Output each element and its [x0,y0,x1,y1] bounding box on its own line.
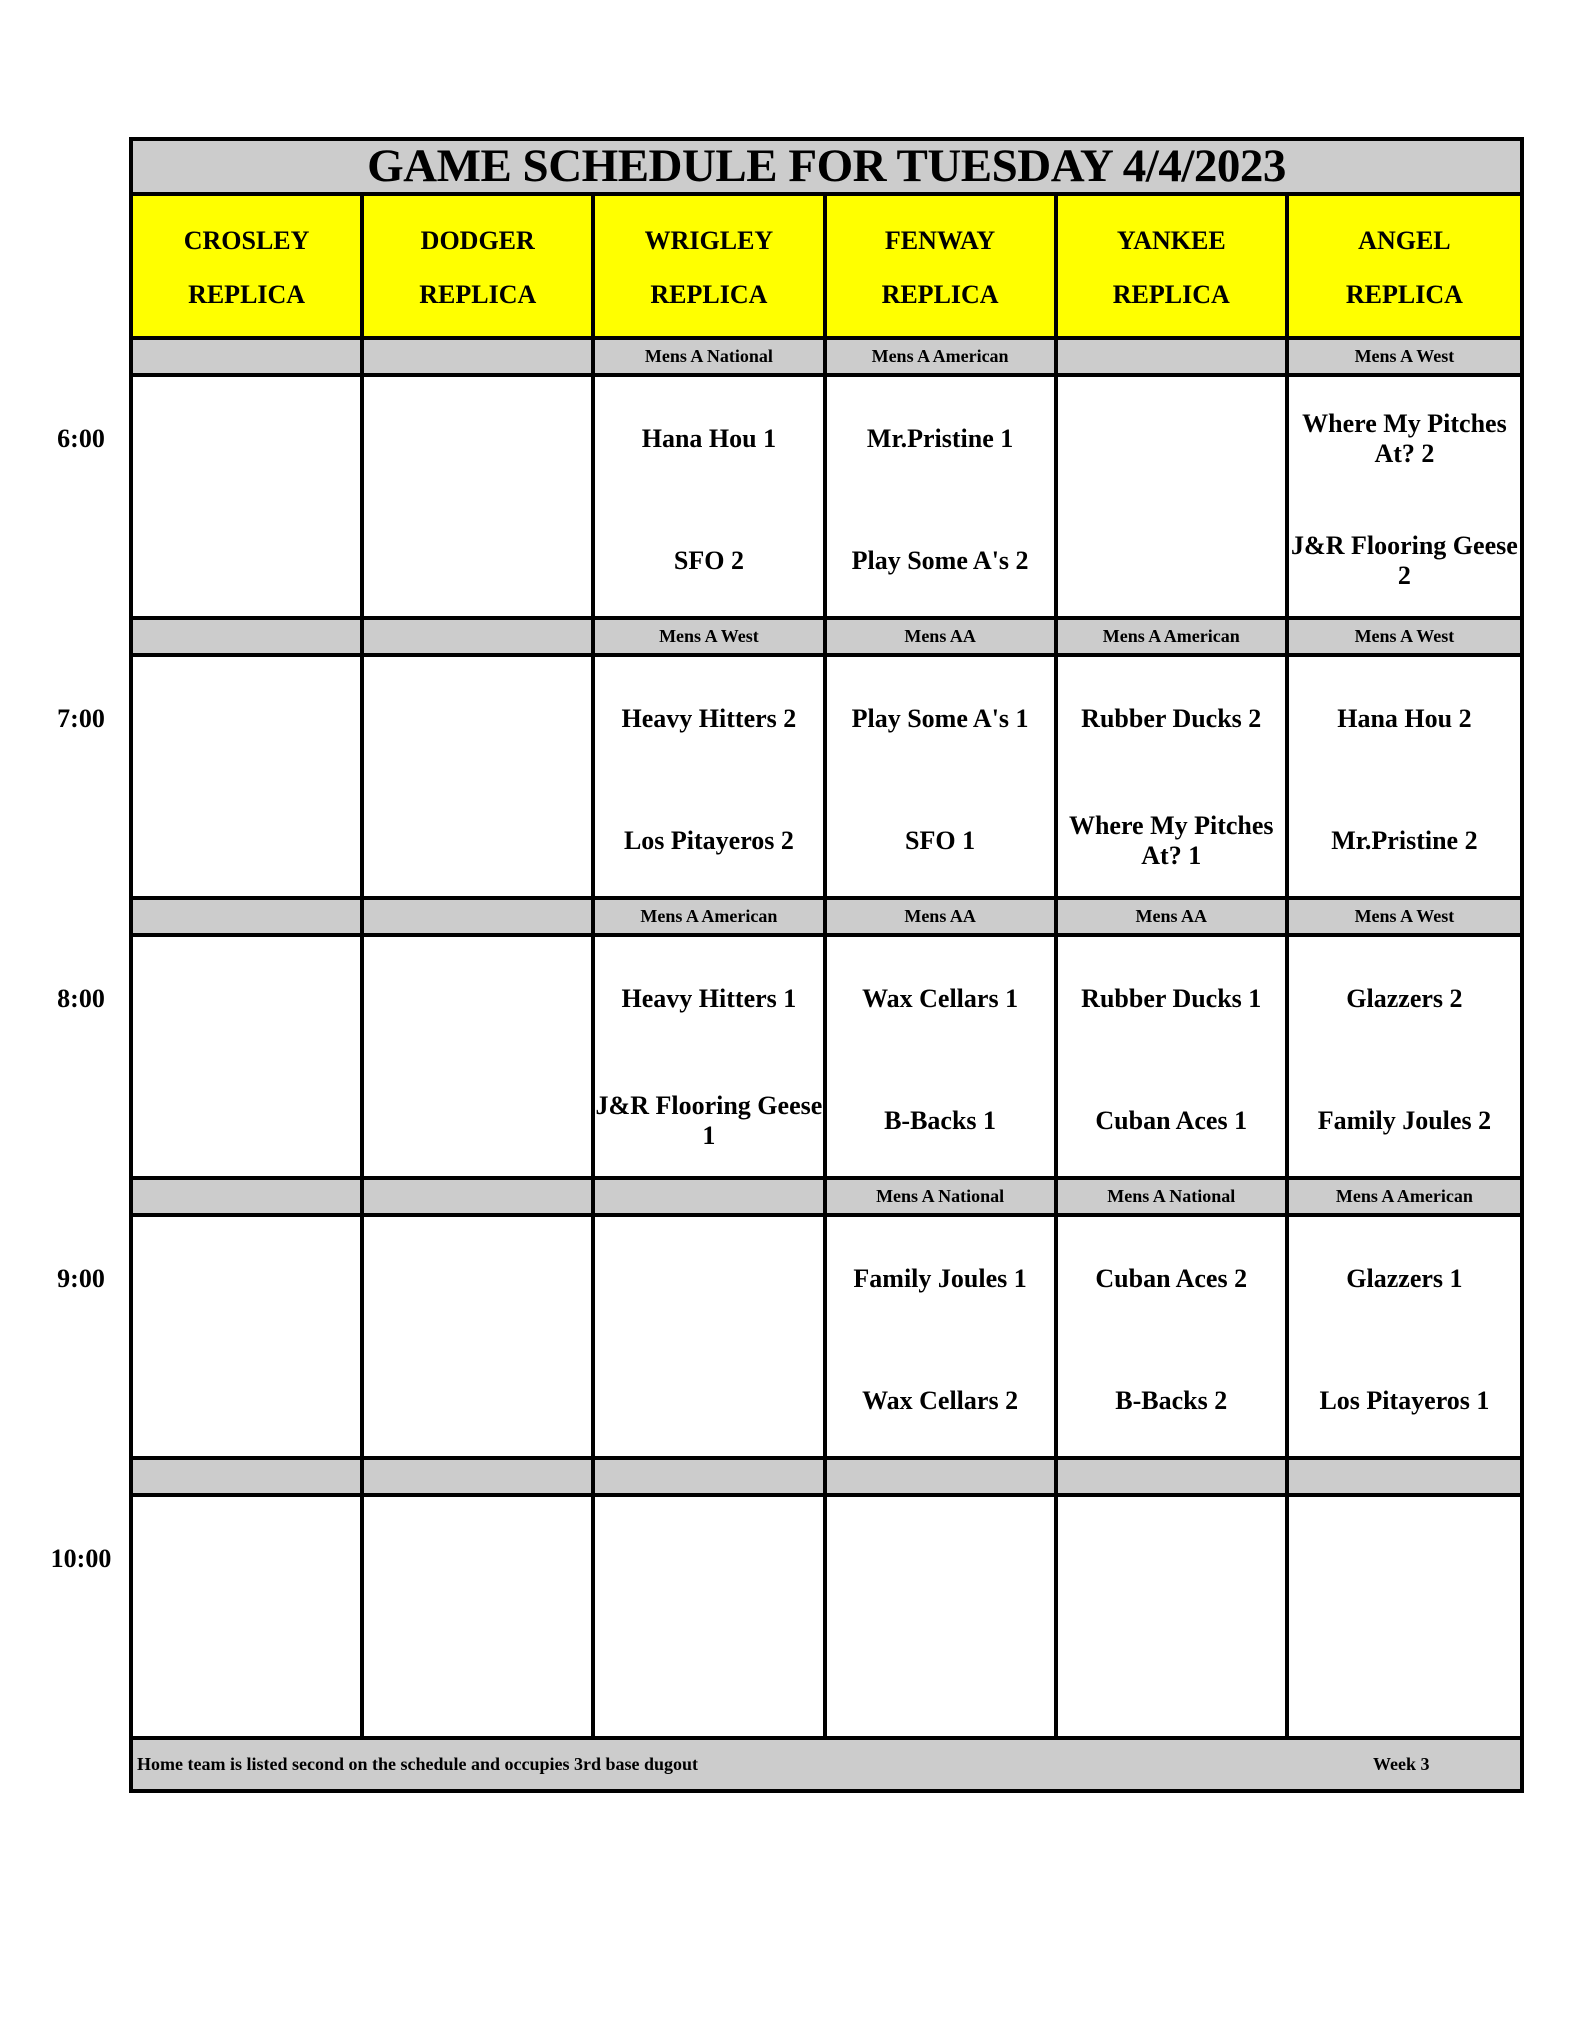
games-row [133,657,1520,900]
game-cell [595,657,826,896]
division-label [1289,1460,1520,1493]
game-cell [595,1497,826,1736]
game-cell [1289,1497,1520,1736]
home-team: Where My Pitches At? 1 [1068,811,1274,870]
home-team: Wax Cellars 2 [862,1386,1019,1415]
away-team: Family Joules 1 [853,1264,1027,1293]
game-cell [364,937,595,1176]
away-team: Rubber Ducks 2 [1081,704,1262,733]
games-row [133,937,1520,1180]
division-label: Mens AA [827,620,1058,653]
division-label: Mens A National [1058,1180,1289,1213]
game-cell [133,937,364,1176]
game-cell [1058,377,1289,616]
games-row [133,1217,1520,1460]
time-label: 10:00 [50,1544,112,1573]
away-team: Wax Cellars 1 [862,984,1019,1013]
division-label: Mens A West [1289,900,1520,933]
game-cell [595,377,826,616]
field-name: FENWAY [884,226,996,255]
time-label: 7:00 [57,704,105,733]
away-team: Cuban Aces 2 [1095,1264,1248,1293]
field-header [1058,196,1289,336]
schedule-table [129,137,1524,1793]
division-row [133,1460,1520,1497]
away-team: Mr.Pristine 1 [866,424,1014,453]
home-team: Los Pitayeros 1 [1319,1386,1490,1415]
away-team: Hana Hou 1 [641,424,777,453]
away-team: Glazzers 2 [1346,984,1463,1013]
game-cell [1289,377,1520,616]
game-cell [827,657,1058,896]
division-row [133,900,1520,937]
game-cell [133,657,364,896]
game-cell [1289,937,1520,1176]
division-label: Mens A American [827,340,1058,373]
time-label: 8:00 [57,984,105,1013]
home-team: Mr.Pristine 2 [1331,826,1478,855]
division-label: Mens A National [827,1180,1058,1213]
time-slots [133,340,1520,1740]
division-label [1058,1460,1289,1493]
field-header [133,196,364,336]
game-cell [364,657,595,896]
division-label: Mens A American [1058,620,1289,653]
home-team: SFO 1 [905,826,976,855]
field-header [827,196,1058,336]
game-cell [364,1497,595,1736]
game-cell [1289,657,1520,896]
games-row [133,1497,1520,1740]
division-row [133,620,1520,657]
away-team: Where My Pitches At? 2 [1302,409,1507,468]
field-sub: REPLICA [881,280,999,309]
footer-bar [133,1740,1520,1789]
division-row [133,340,1520,377]
division-label [364,900,595,933]
division-label [133,1460,364,1493]
division-label: Mens A West [1289,620,1520,653]
division-label [133,900,364,933]
game-cell [364,377,595,616]
game-cell [1058,1497,1289,1736]
home-team: Play Some A's 2 [851,546,1029,575]
field-sub: REPLICA [650,280,768,309]
division-label [364,340,595,373]
away-team: Glazzers 1 [1346,1264,1463,1293]
game-cell [827,377,1058,616]
field-header [1289,196,1520,336]
field-sub: REPLICA [1345,280,1463,309]
time-label: 9:00 [57,1264,105,1293]
division-label [595,1460,826,1493]
game-cell [595,1217,826,1456]
home-team: Family Joules 2 [1317,1106,1492,1135]
field-name: ANGEL [1358,226,1451,255]
division-label [133,340,364,373]
game-cell [1058,937,1289,1176]
division-label: Mens A American [595,900,826,933]
field-sub: REPLICA [419,280,537,309]
home-team: B-Backs 2 [1115,1386,1228,1415]
game-cell [1058,657,1289,896]
division-label [133,620,364,653]
away-team: Heavy Hitters 2 [621,704,797,733]
game-cell [133,377,364,616]
field-header [364,196,595,336]
home-team: SFO 2 [673,546,744,575]
footer-note: Home team is listed second on the schedule and occupies 3rd base dugout [137,1754,699,1774]
home-team: J&R Flooring Geese 1 [595,1091,823,1150]
division-label: Mens A American [1289,1180,1520,1213]
field-header [595,196,826,336]
game-cell [1289,1217,1520,1456]
field-sub: REPLICA [188,280,306,309]
field-name: YANKEE [1116,226,1226,255]
division-label: Mens A West [595,620,826,653]
game-cell [595,937,826,1176]
division-label: Mens A National [595,340,826,373]
division-label [364,620,595,653]
division-label: Mens AA [827,900,1058,933]
home-team: J&R Flooring Geese 2 [1291,531,1518,590]
division-label [595,1180,826,1213]
division-label [827,1460,1058,1493]
game-cell [1058,1217,1289,1456]
division-label: Mens AA [1058,900,1289,933]
game-cell [133,1497,364,1736]
game-cell [827,1497,1058,1736]
away-team: Rubber Ducks 1 [1081,984,1262,1013]
schedule-title: GAME SCHEDULE FOR TUESDAY 4/4/2023 [133,141,1520,196]
field-name: CROSLEY [183,226,310,255]
division-label [133,1180,364,1213]
time-label: 6:00 [57,424,105,453]
division-label: Mens A West [1289,340,1520,373]
home-team: B-Backs 1 [884,1106,997,1135]
game-cell [827,1217,1058,1456]
game-cell [364,1217,595,1456]
games-row [133,377,1520,620]
field-sub: REPLICA [1112,280,1230,309]
division-label [1058,340,1289,373]
division-row [133,1180,1520,1217]
division-label [364,1180,595,1213]
away-team: Heavy Hitters 1 [621,984,797,1013]
game-cell [827,937,1058,1176]
home-team: Cuban Aces 1 [1095,1106,1248,1135]
division-label [364,1460,595,1493]
field-header-row [133,196,1520,340]
away-team: Hana Hou 2 [1337,704,1472,733]
field-name: DODGER [420,226,535,255]
week-label: Week 3 [1373,1754,1430,1774]
game-cell [133,1217,364,1456]
field-name: WRIGLEY [644,226,774,255]
home-team: Los Pitayeros 2 [623,826,794,855]
away-team: Play Some A's 1 [851,704,1029,733]
